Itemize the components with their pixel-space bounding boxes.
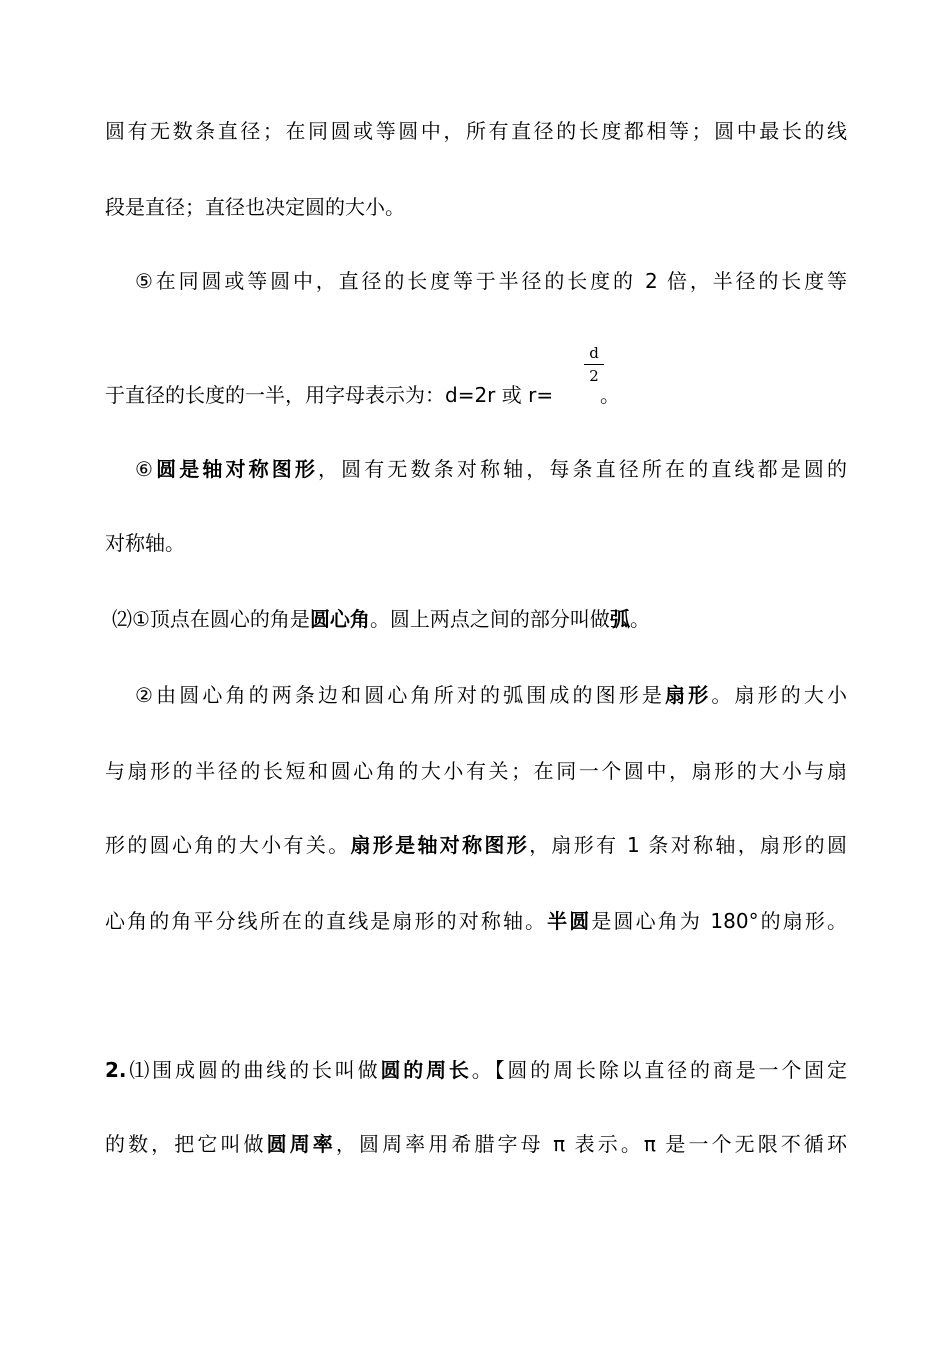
fraction-d-over-2 [584, 344, 604, 385]
bold-term: 弧 [609, 607, 630, 631]
text-line [112, 604, 650, 634]
text-span: 。 [629, 607, 650, 631]
text-line: 圆有无数条直径；在同圆或等圆中，所有直径的长度都相等；圆中最长的线 [105, 119, 847, 143]
bold-term: 圆的周长 [380, 1058, 472, 1082]
text-span: 是圆心角为 180°的扇形。 [591, 909, 848, 933]
bold-term: 半圆 [547, 909, 592, 933]
text-line: ⑤在同圆或等圆中，直径的长度等于半径的长度的 2 倍，半径的长度等 [135, 269, 847, 293]
text-line: 与扇形的半径的长短和圆心角的大小有关；在同一个圆中，扇形的大小与扇 [105, 759, 847, 783]
text-span: ⑥ [135, 457, 157, 481]
text-line [135, 680, 847, 710]
text-line: 。 [600, 383, 620, 407]
text-span: 。圆上两点之间的部分叫做 [369, 607, 610, 631]
text-span: 形的圆心角的大小有关。 [105, 833, 351, 857]
section-number: 2. [105, 1058, 127, 1082]
bold-term: 扇形 [665, 683, 712, 707]
text-span: ，圆周率用希腊字母 π 表示。π 是一个无限不循环 [335, 1132, 848, 1156]
text-line: 对称轴。 [105, 531, 185, 555]
text-span: ⑵①顶点在圆心的角是 [112, 607, 310, 631]
fraction-numerator: d [584, 344, 604, 365]
bold-term: 圆是轴对称图形 [156, 457, 319, 481]
formula-text: 于直径的长度的一半，用字母表示为：d=2r 或 r= [105, 383, 554, 407]
bold-term: 圆周率 [266, 1132, 336, 1156]
text-span: ⑴围成圆的曲线的长叫做 [126, 1058, 381, 1082]
text-span: 心角的角平分线所在的直线是扇形的对称轴。 [105, 909, 548, 933]
fraction-denominator: 2 [589, 367, 599, 385]
bold-term: 圆心角 [309, 607, 370, 631]
text-line [105, 830, 847, 860]
text-line: 段是直径；直径也决定圆的大小。 [105, 195, 405, 219]
text-span: ，圆有无数条对称轴，每条直径所在的直线都是圆的 [318, 457, 848, 481]
bold-term: 扇形是轴对称图形 [350, 833, 530, 857]
text-span: ，扇形有 1 条对称轴，扇形的圆 [529, 833, 847, 857]
text-span: 的数，把它叫做 [105, 1132, 267, 1156]
text-span: ②由圆心角的两条边和圆心角所对的弧围成的图形是 [135, 683, 666, 707]
text-line [105, 906, 847, 936]
text-line [135, 454, 847, 484]
text-line [105, 380, 553, 410]
text-line [105, 1055, 847, 1085]
text-line [105, 1129, 847, 1159]
text-span: 。扇形的大小 [711, 683, 848, 707]
text-span: 。【圆的周长除以直径的商是一个固定 [471, 1058, 848, 1082]
